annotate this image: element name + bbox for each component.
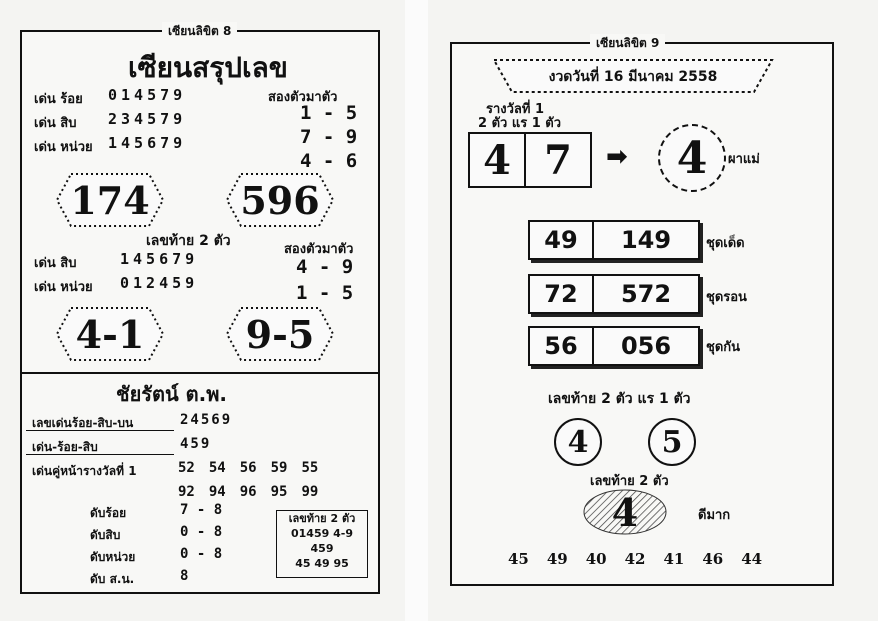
hatched-label: ดีมาก — [698, 508, 731, 523]
footer-number: 46 — [702, 550, 724, 568]
pair-value: 92 — [178, 484, 195, 500]
pair-value: 56 — [239, 460, 257, 476]
last2-digits-units: 012459 — [120, 274, 199, 292]
table-value-1: 24569 — [180, 412, 233, 428]
pair-value: 96 — [239, 484, 257, 500]
set-box-1-b: 149 — [592, 222, 698, 258]
hexagon-596 — [225, 172, 335, 228]
footer-number: 45 — [508, 550, 529, 568]
pair-value: 99 — [301, 484, 319, 500]
set-box-1 — [528, 220, 700, 260]
two-digit-pair-2: 7 - 9 — [300, 126, 358, 148]
last2-digits-tens: 145679 — [120, 250, 199, 268]
set-label-2: ชุดรอน — [706, 290, 747, 305]
set-box-2-b: 572 — [592, 276, 698, 312]
set-box-2-a: 72 — [544, 280, 578, 308]
hexagon-9-5 — [225, 306, 335, 362]
page-gutter — [405, 0, 428, 621]
sub-value-3: 0 - 8 — [180, 546, 223, 562]
date-banner-text: งวดวันที่ 16 มีนาคม 2558 — [548, 69, 718, 85]
table-label-1: เลขเด่นร้อย-สิบ-บน — [32, 416, 134, 430]
hexagon-9-5-text: 9-5 — [245, 311, 315, 357]
footer-number: 44 — [741, 550, 763, 568]
last2-pair-1: 4 - 9 — [296, 256, 354, 278]
row-label-hundreds: เด่น ร้อย — [34, 92, 83, 107]
set-label-1: ชุดเด็ด — [706, 236, 745, 251]
footer-number: 42 — [624, 550, 646, 568]
sub-label-2: ดับสิบ — [90, 528, 121, 542]
date-banner — [492, 58, 774, 94]
set-box-3 — [528, 326, 700, 366]
last2-box-line: 45 49 95 — [295, 557, 349, 570]
left-title: เซียนสรุปเลข — [128, 51, 288, 84]
hexagon-4-1-text: 4-1 — [75, 311, 145, 357]
hatched-number: 4 — [611, 489, 639, 535]
sub-value-2: 0 - 8 — [180, 524, 223, 540]
sub-value-4: 8 — [180, 568, 189, 584]
section-divider — [20, 372, 378, 374]
sub-label-1: ดับร้อย — [90, 506, 127, 520]
last2-label-tens: เด่น สิบ — [34, 256, 77, 271]
set-box-3-a: 56 — [544, 332, 578, 360]
sub-value-1: 7 - 8 — [180, 502, 223, 518]
last-head: เลขท้าย 2 ตัว แร 1 ตัว — [548, 391, 691, 407]
right-page — [428, 0, 878, 621]
two-digit-pair-3: 4 - 6 — [300, 150, 358, 172]
prize-head-2: 2 ตัว แร 1 ตัว — [478, 116, 562, 131]
pairs-row-2 — [178, 484, 318, 500]
table-label-2: เด่น-ร้อย-สิบ — [32, 440, 98, 454]
footer-number: 41 — [663, 550, 685, 568]
last2-head: เลขท้าย 2 ตัว — [146, 233, 231, 249]
last2-box — [276, 510, 368, 578]
big-circle-label: ผาแม่ — [728, 152, 760, 167]
row-digits-tens: 234579 — [108, 110, 187, 128]
footer-numbers — [508, 550, 762, 568]
set-label-3: ชุดกัน — [706, 340, 741, 355]
prize-box-4: 4 — [468, 132, 526, 188]
hexagon-174-text: 174 — [70, 177, 150, 223]
table-label-3: เด่นคู่หน้ารางวัลที่ 1 — [32, 464, 137, 478]
prize-head-1: รางวัลที่ 1 — [486, 102, 545, 117]
row-digits-hundreds: 014579 — [108, 86, 187, 104]
row-label-units: เด่น หน่วย — [34, 140, 93, 155]
footer-number: 49 — [546, 550, 568, 568]
big-circle-4: 4 — [658, 124, 726, 192]
pair-value: 95 — [270, 484, 288, 500]
hexagon-174 — [55, 172, 165, 228]
row-label-tens: เด่น สิบ — [34, 116, 77, 131]
sub-label-3: ดับหน่วย — [90, 550, 136, 564]
row-digits-units: 145679 — [108, 134, 187, 152]
footer-number: 40 — [585, 550, 607, 568]
sub-label-4: ดับ ส.น. — [90, 572, 135, 586]
left-page-label: เซียนลิขิต 8 — [162, 22, 237, 41]
section2-title: ชัยรัตน์ ต.พ. — [116, 382, 228, 406]
pair-value: 52 — [178, 460, 195, 476]
right-page-label: เซียนลิขิต 9 — [590, 34, 665, 53]
last2-pair-2: 1 - 5 — [296, 282, 354, 304]
last2-box-line: 459 — [310, 542, 334, 555]
set-box-1-a: 49 — [544, 226, 578, 254]
left-page — [0, 0, 405, 621]
last-head-2: เลขท้าย 2 ตัว — [590, 474, 669, 489]
two-digit-pair-1: 1 - 5 — [300, 102, 358, 124]
table-rule-2 — [26, 454, 174, 455]
pair-value: 94 — [208, 484, 226, 500]
hexagon-4-1 — [55, 306, 165, 362]
last2-pair-head: สองตัวมาตัว — [284, 242, 354, 257]
last2-label-units: เด่น หน่วย — [34, 280, 93, 295]
circle-5: 5 — [648, 418, 696, 466]
pairs-row-1 — [178, 460, 318, 476]
table-rule-1 — [26, 430, 174, 431]
table-value-2: 459 — [180, 436, 212, 452]
hatched-ellipse — [582, 488, 668, 536]
pair-value: 54 — [208, 460, 226, 476]
pair-value: 59 — [270, 460, 288, 476]
arrow-icon: ➡ — [606, 142, 628, 172]
pair-value: 55 — [301, 460, 319, 476]
last2-box-title: เลขท้าย 2 ตัว — [288, 512, 356, 525]
circle-4: 4 — [554, 418, 602, 466]
prize-box-7: 7 — [524, 132, 592, 188]
last2-box-line: 01459 4-9 — [291, 527, 353, 540]
two-digit-head: สองตัวมาตัว — [268, 90, 338, 105]
set-box-3-b: 056 — [592, 328, 698, 364]
hexagon-596-text: 596 — [240, 177, 320, 223]
set-box-2 — [528, 274, 700, 314]
